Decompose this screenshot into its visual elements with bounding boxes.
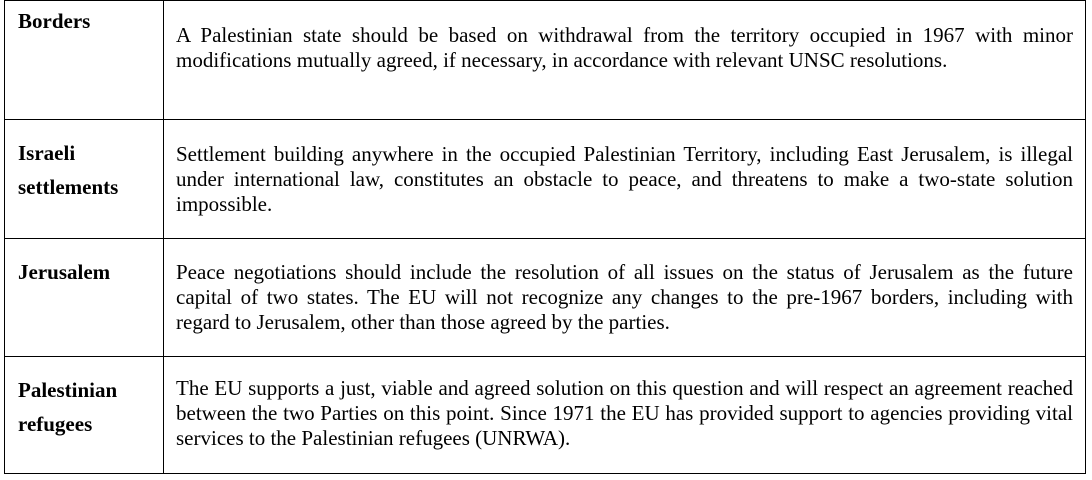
description-cell bbox=[164, 120, 1086, 239]
table-row-borders bbox=[5, 1, 1086, 120]
topic-label: Israeli settlements bbox=[18, 141, 119, 199]
description-cell bbox=[164, 1, 1086, 120]
table-row-israeli-settlements bbox=[5, 120, 1086, 239]
description-text: Peace negotiations should include the resolution of all issues on the status of Jerusalem as the future capital of two states. The EU will not recognize any changes to the pre-1967 borders, including with regard to Jerusalem, other than those agreed by the parties. bbox=[176, 260, 1073, 334]
description-text: The EU supports a just, viable and agreed solution on this question and will respect an agreement reached between the two Parties on this point. Since 1971 the EU has provided support to agencies providing vital services to the Palestinian refugees (UNRWA). bbox=[176, 376, 1073, 450]
topic-label: Palestinian refugees bbox=[18, 378, 118, 436]
topic-label: Jerusalem bbox=[18, 260, 111, 284]
description-text: Settlement building anywhere in the occupied Palestinian Territory, including East Jerusalem, is illegal under international law, constitutes an obstacle to peace, and threatens to make a two-state solution impossible. bbox=[176, 142, 1073, 216]
table-row-jerusalem bbox=[5, 239, 1086, 357]
table-row-palestinian-refugees bbox=[5, 357, 1086, 474]
topic-cell bbox=[5, 357, 164, 474]
topic-cell bbox=[5, 239, 164, 357]
topic-label: Borders bbox=[18, 9, 91, 33]
eu-position-table bbox=[4, 0, 1086, 474]
description-cell bbox=[164, 239, 1086, 357]
topic-cell bbox=[5, 1, 164, 120]
description-cell bbox=[164, 357, 1086, 474]
topic-cell bbox=[5, 120, 164, 239]
description-text: A Palestinian state should be based on withdrawal from the territory occupied in 1967 with minor modifications mutually agreed, if necessary, in accordance with relevant UNSC resolutions. bbox=[176, 23, 1073, 72]
